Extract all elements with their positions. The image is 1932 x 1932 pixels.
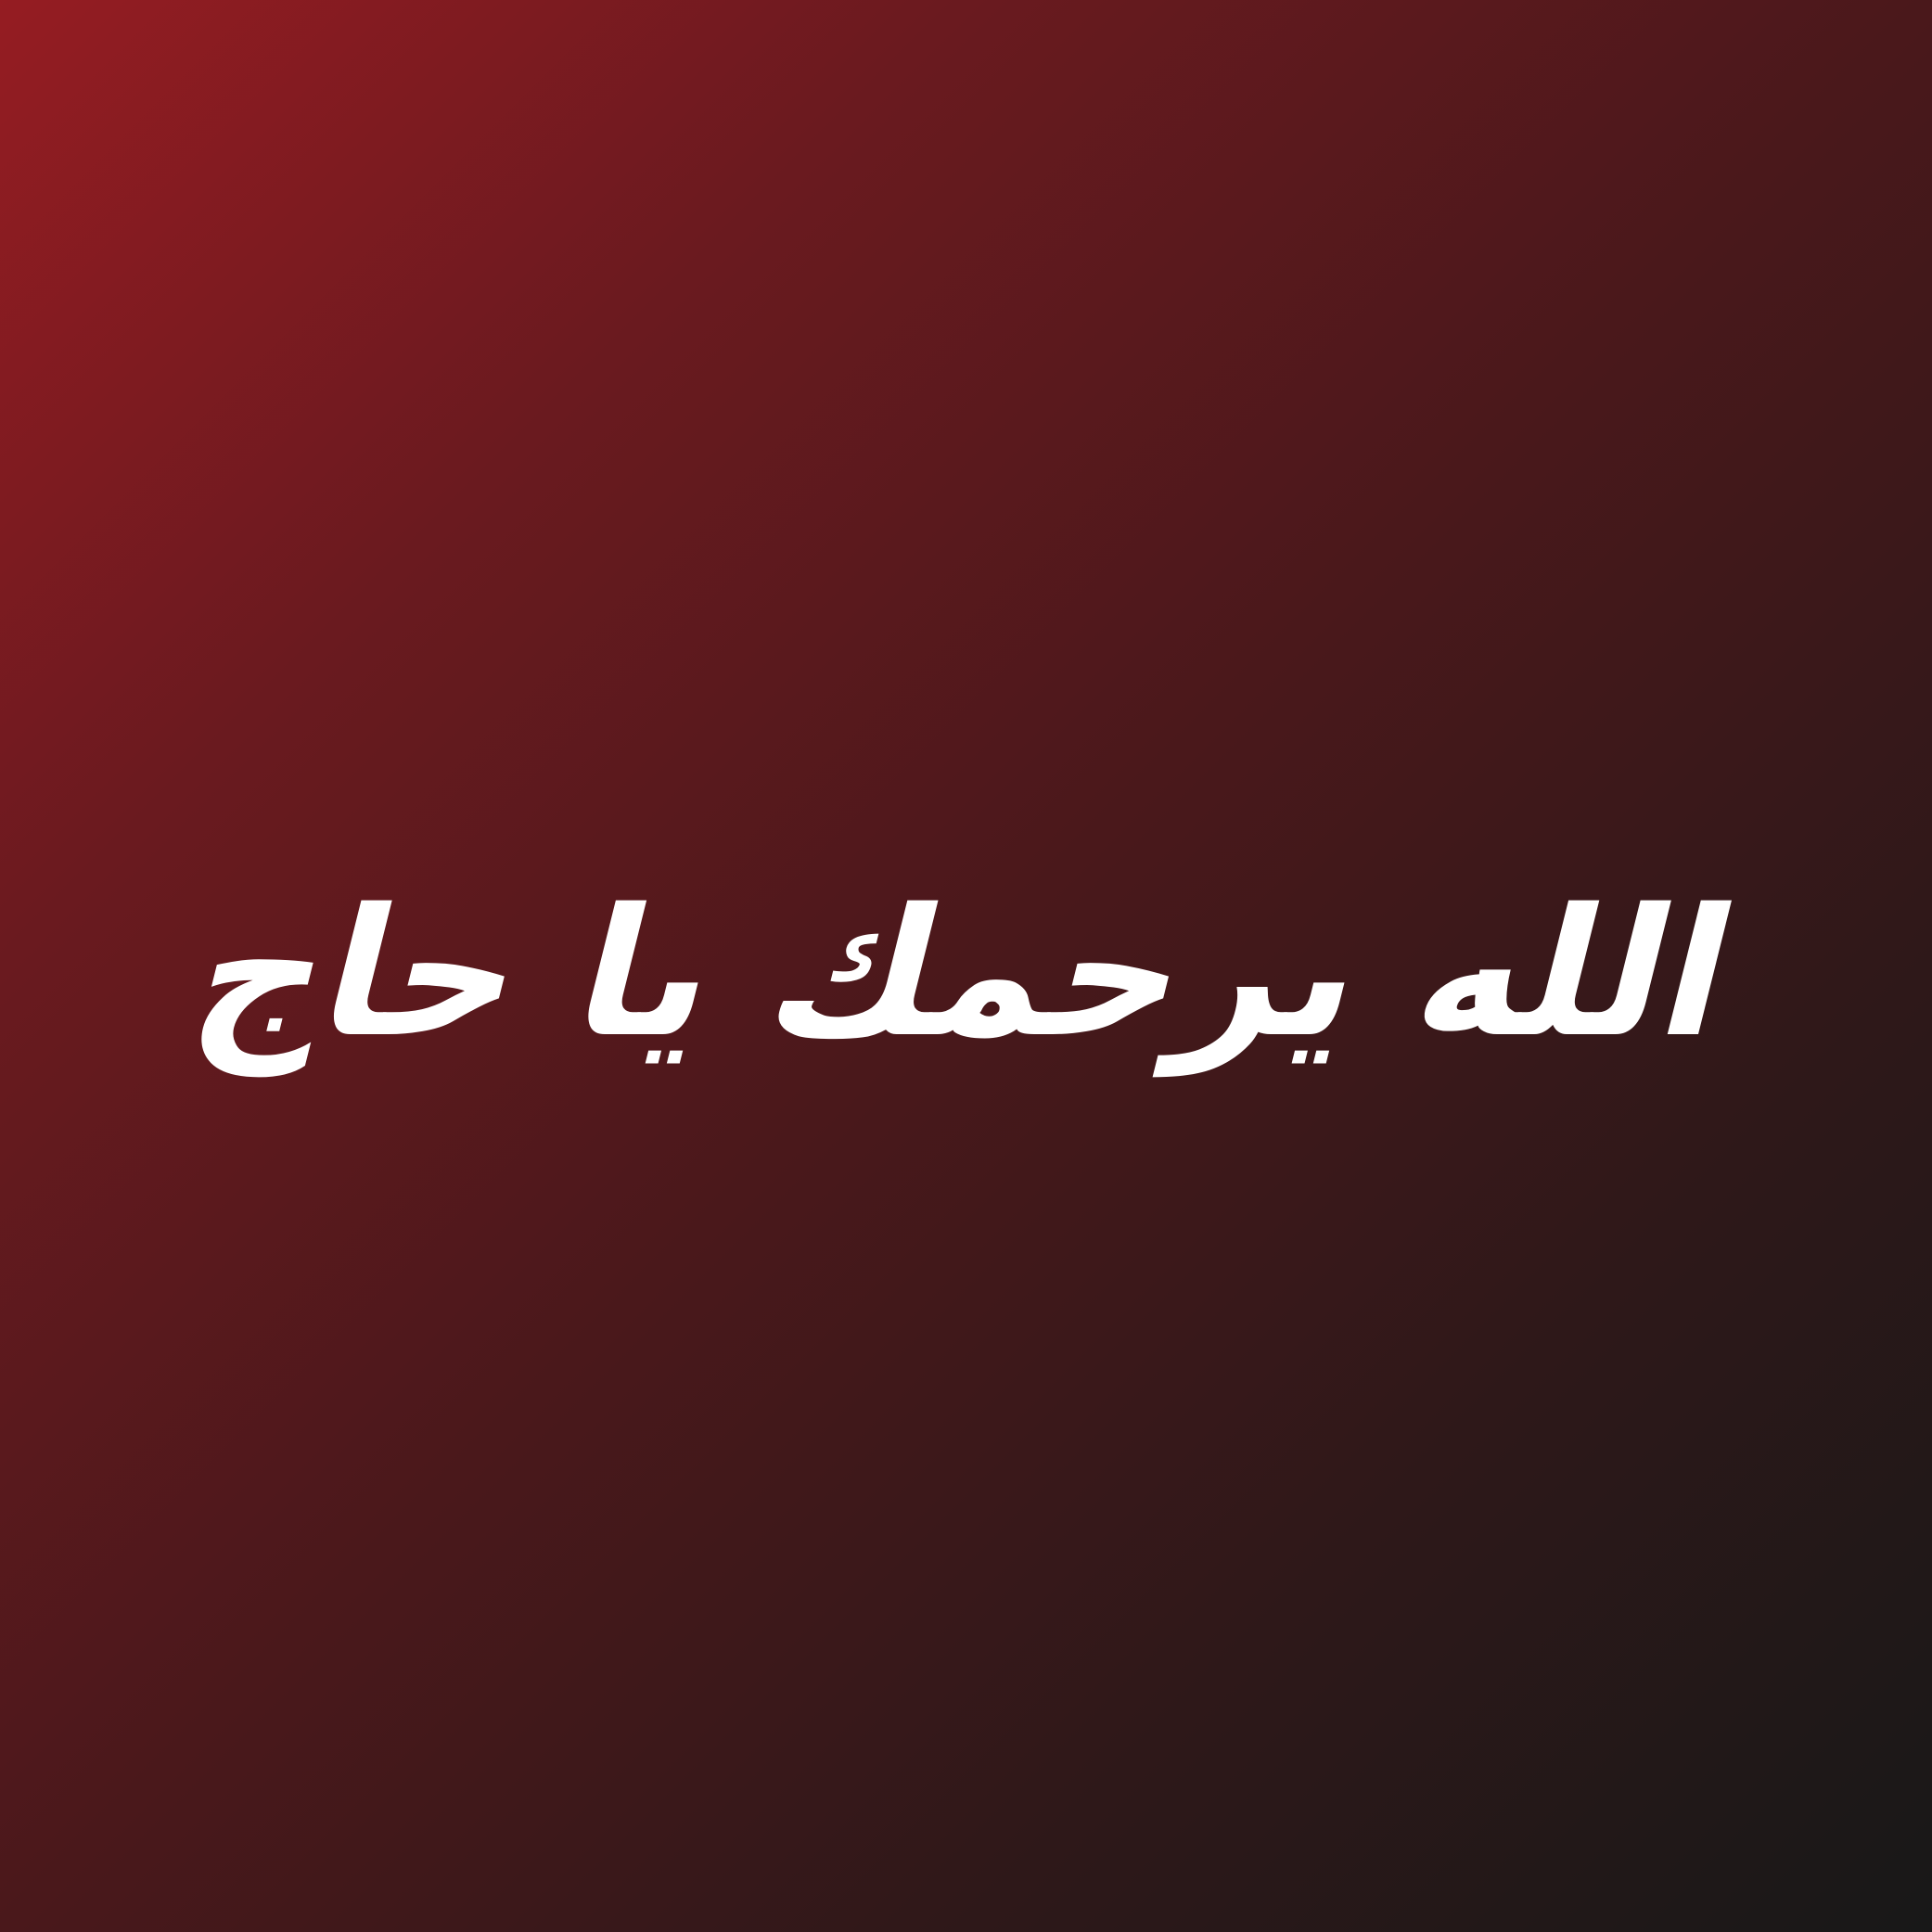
headline-text: الله يرحمك يا حاج	[175, 871, 1754, 1076]
